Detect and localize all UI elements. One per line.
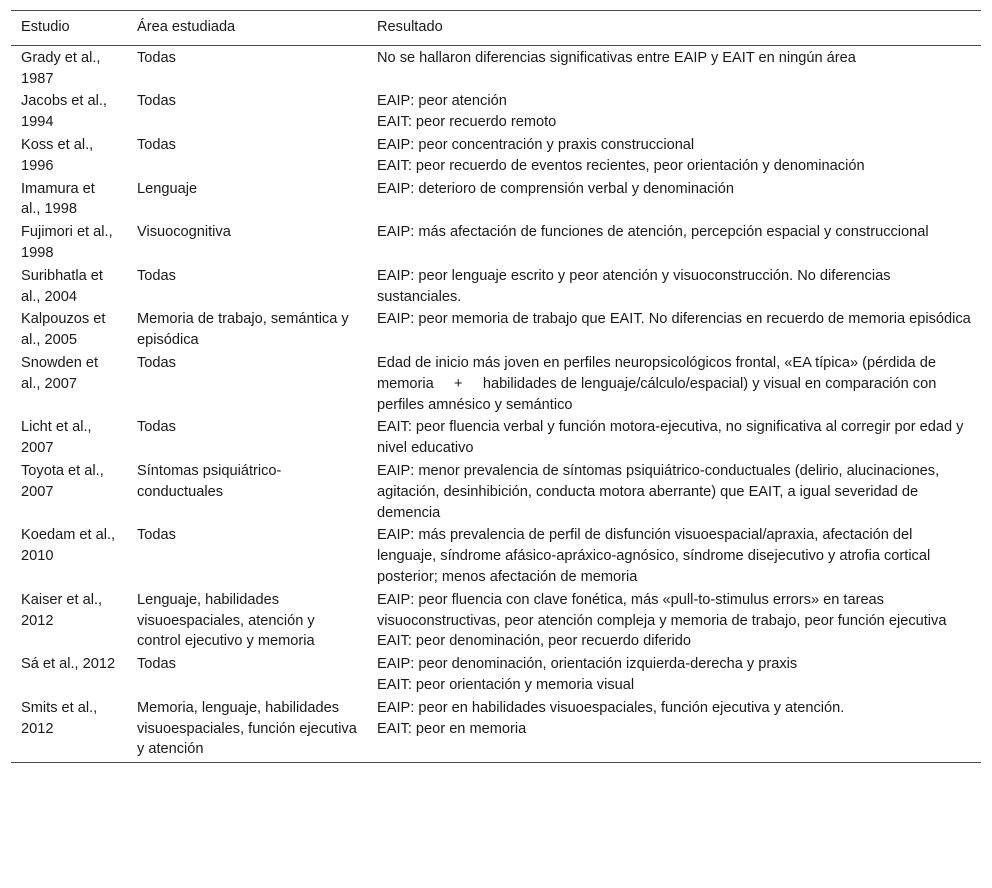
result-line: EAIP: peor atención <box>377 93 507 110</box>
cell-area: Visuocognitiva <box>137 224 231 241</box>
cell-result <box>367 697 981 763</box>
table-row <box>11 460 981 524</box>
cell-area: Memoria, lenguaje, habilidades visuoespaciales, función ejecutiva y atención <box>127 697 367 763</box>
cell-study: Grady et al., 1987 <box>21 49 101 87</box>
cell-study: Sá et al., 2012 <box>21 656 116 673</box>
cell-area: Memoria de trabajo, semántica y episódica <box>137 311 349 349</box>
cell-study: Imamura et al., 1998 <box>21 180 95 218</box>
header-result: Resultado <box>367 11 981 46</box>
cell-result <box>367 352 981 416</box>
cell-result <box>367 134 981 178</box>
cell-result <box>367 524 981 588</box>
table-row <box>11 524 981 588</box>
header-area: Área estudiada <box>127 11 367 46</box>
table-row <box>11 697 981 763</box>
table-row <box>11 178 981 222</box>
cell-area: Síntomas psiquiátrico-conductuales <box>137 462 282 500</box>
cell-area: Todas <box>137 136 176 153</box>
cell-result <box>367 178 981 222</box>
studies-table-container <box>11 10 981 763</box>
table-row <box>11 45 981 90</box>
cell-study: Smits et al., 2012 <box>11 697 127 763</box>
result-line: EAIT: peor en memoria <box>377 720 527 737</box>
cell-area: Todas <box>137 267 176 284</box>
header-study: Estudio <box>11 11 127 46</box>
table-row <box>11 265 981 309</box>
result-line: EAIT: peor fluencia verbal y función motora-ejecutiva, no significativa al corregir por edad y nivel educativo <box>377 419 964 457</box>
cell-result <box>367 90 981 134</box>
table-row <box>11 308 981 352</box>
result-line: EAIT: peor orientación y memoria visual <box>377 676 635 693</box>
cell-area: Todas <box>137 93 176 110</box>
table-row <box>11 653 981 697</box>
result-line: EAIT: peor recuerdo remoto <box>377 114 557 131</box>
cell-area: Todas <box>137 527 176 544</box>
cell-study: Koss et al., 1996 <box>21 136 94 174</box>
cell-result <box>367 460 981 524</box>
result-line: EAIP: más afectación de funciones de atención, percepción espacial y construccional <box>377 224 929 241</box>
cell-area: Todas <box>137 49 176 66</box>
cell-area: Lenguaje, habilidades visuoespaciales, atención y control ejecutivo y memoria <box>137 591 315 650</box>
cell-result <box>367 45 981 90</box>
cell-study: Fujimori et al., 1998 <box>21 224 113 261</box>
result-line: EAIP: peor fluencia con clave fonética, más «pull-to-stimulus errors» en tareas visuoconstructivas, peor atención compleja y memoria de trabajo, peor función ejecutiva <box>377 591 947 629</box>
cell-study: Suribhatla et al., 2004 <box>21 267 103 305</box>
header-row <box>11 11 981 46</box>
table-row <box>11 416 981 460</box>
result-line: EAIP: peor memoria de trabajo que EAIT. No diferencias en recuerdo de memoria episódica <box>377 311 971 328</box>
table-row <box>11 134 981 178</box>
table-row <box>11 90 981 134</box>
result-line: EAIT: peor recuerdo de eventos recientes, peor orientación y denominación <box>377 157 865 174</box>
result-line: EAIP: peor lenguaje escrito y peor atención y visuoconstrucción. No diferencias sustanciales. <box>377 267 891 305</box>
cell-area: Todas <box>137 656 176 673</box>
result-line: No se hallaron diferencias significativas entre EAIP y EAIT en ningún área <box>377 49 856 66</box>
result-line: EAIT: peor denominación, peor recuerdo diferido <box>377 633 691 650</box>
result-line: EAIP: peor concentración y praxis construccional <box>377 136 695 153</box>
result-line: EAIP: deterioro de comprensión verbal y denominación <box>377 180 734 197</box>
cell-study: Koedam et al., 2010 <box>21 527 116 565</box>
table-header <box>11 11 981 46</box>
cell-area: Todas <box>137 354 176 371</box>
table-body <box>11 45 981 762</box>
cell-result <box>367 589 981 653</box>
cell-study: Kaiser et al., 2012 <box>21 591 103 629</box>
cell-study: Licht et al., 2007 <box>21 419 92 457</box>
cell-study: Toyota et al., 2007 <box>21 462 104 500</box>
cell-area: Todas <box>137 419 176 436</box>
result-line: EAIP: peor en habilidades visuoespaciales, función ejecutiva y atención. <box>377 699 845 716</box>
result-line: EAIP: peor denominación, orientación izquierda-derecha y praxis <box>377 656 798 673</box>
table-row <box>11 589 981 653</box>
cell-study: Jacobs et al., 1994 <box>21 93 107 131</box>
cell-study: Snowden et al., 2007 <box>21 354 99 392</box>
cell-area: Lenguaje <box>137 180 198 197</box>
result-line: Edad de inicio más joven en perfiles neuropsicológicos frontal, «EA típica» (pérdida de memoria + habilidades de lenguaje/cálculo/espacial) y visual en comparación con perfiles amnésico y semántico <box>377 354 937 413</box>
cell-result <box>367 265 981 309</box>
cell-result <box>367 221 981 265</box>
cell-study: Kalpouzos et al., 2005 <box>21 311 106 349</box>
table-row <box>11 352 981 416</box>
cell-result <box>367 416 981 460</box>
result-line: EAIP: más prevalencia de perfil de disfunción visuoespacial/apraxia, afectación del lenguaje, síndrome afásico-apráxico-agnósico, síndrome disejecutivo y atrofia cortical posterior; menos afectación de memoria <box>377 527 931 585</box>
cell-result <box>367 653 981 697</box>
cell-result <box>367 308 981 352</box>
result-line: EAIP: menor prevalencia de síntomas psiquiátrico-conductuales (delirio, alucinaciones, agitación, desinhibición, conducta motora aberrante) que EAIT, a igual severidad de demencia <box>377 462 940 521</box>
studies-table <box>11 10 981 763</box>
table-row <box>11 221 981 265</box>
